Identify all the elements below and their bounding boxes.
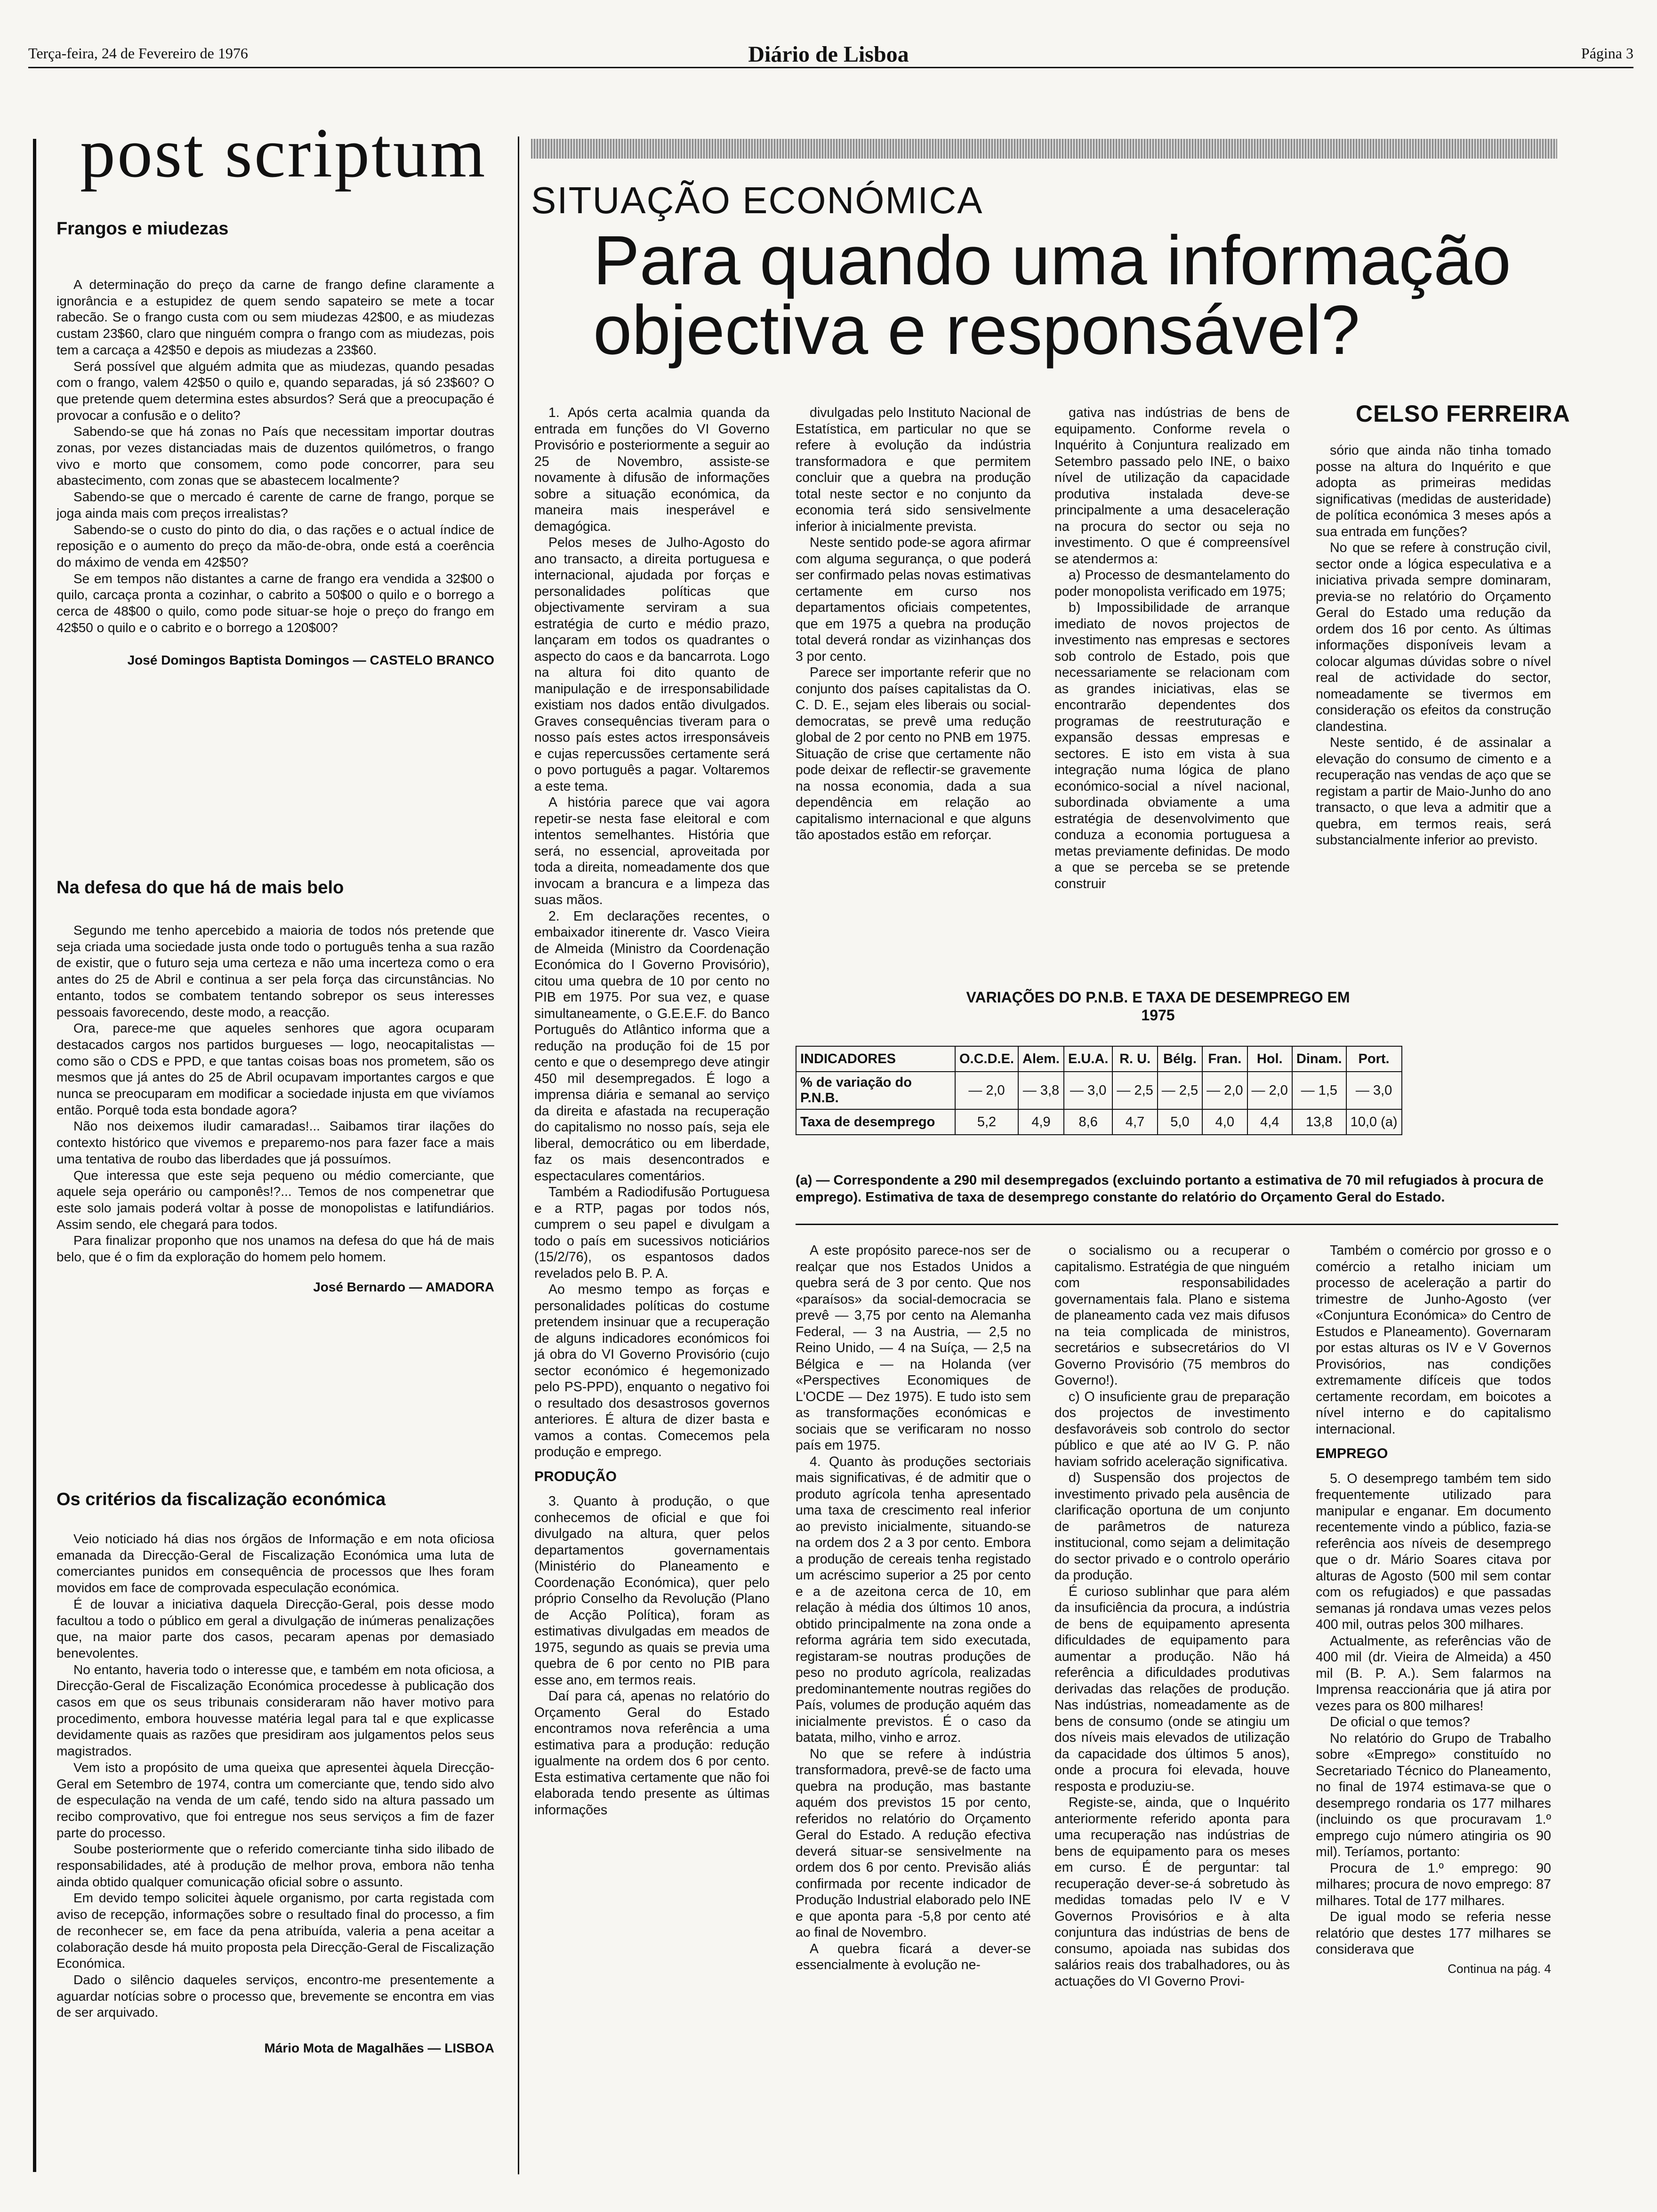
paragraph: É curioso sublinhar que para além da insuficiência da procura, a indústria de bens de equipamento apresenta dificuldades de equipamento para aumentar a produção. Não há referência a dificuldades produtivas derivadas das relações de produção. Nas indústrias, nomeadamente as de bens de consumo (onde se atingiu um dos níveis mais elevados de utilização da capacidade dos últimos 5 anos), onde a procura foi elevada, houve resposta e produziu-se. — [1054, 1584, 1290, 1794]
paragraph: Actualmente, as referências vão de 400 mil (dr. Vieira de Almeida) a 450 mil (B. P. A.). Sem falarmos na Imprensa reaccionária que já atira por vezes para os 800 milhares! — [1316, 1633, 1551, 1714]
paragraph: c) O insuficiente grau de preparação dos projectos de investimento desfavoráveis sob controlo do sector público e que até ao IV G. P. não haviam sofrido aceleração significativa. — [1054, 1389, 1290, 1469]
article-headline: Para quando uma informação objectiva e responsável? — [593, 222, 1511, 369]
table-cell: — 2,5 — [1158, 1072, 1202, 1109]
paragraph: É de louvar a iniciativa daquela Direcção-Geral, pois desse modo facultou a todo o público em geral a divulgação de inúmeras penalizações que, na maior parte dos casos, pecaram apenas por demasiado benevolentes. — [56, 1596, 494, 1660]
paragraph: Neste sentido pode-se agora afirmar com alguma segurança, o que poderá ser confirmado pelas novas estimativas certamente em curso nos departamentos oficiais competentes, que em 1975 a quebra na produção total deverá rondar as vizinhanças dos 3 por cento. — [796, 535, 1031, 664]
paragraph: Ao mesmo tempo as forças e personalidades políticas do costume pretendem insinuar que a recuperação de alguns indicadores económicos foi já obra do VI Governo Provisório (cujo sector económico é hegemonizado pelo PS-PPD), enquanto o negativo foi o resultado dos desastrosos governos anteriores. É altura de dizer basta e vamos a contas. Comecemos pela produção e emprego. — [534, 1282, 770, 1459]
article-banner — [531, 139, 1557, 159]
article-column-3 — [1054, 405, 1290, 892]
paragraph: b) Impossibilidade de arranque imediato de novos projectos de investimento nas empresas e sectores sob controlo de Estado, pois que necessariamente se relacionam com as grandes iniciativas, elas se encontrarão dependentes dos programas de reestruturação e expansão dessas empresas e sectores. E isto em vista à sua integração numa lógica de plano económico-social a nível nacional, subordinada obviamente a uma estratégia de desenvolvimento que conduza a economia portuguesa a metas previamente definidas. De modo a que se perceba se se pretende construir — [1054, 600, 1290, 891]
table-header-cell: Fran. — [1202, 1046, 1247, 1072]
paragraph: A quebra ficará a dever-se essencialmente à evolução ne- — [796, 1941, 1031, 1972]
paragraph: Procura de 1.º emprego: 90 milhares; procura de novo emprego: 87 milhares. Total de 177 milhares. — [1316, 1860, 1551, 1908]
letter-title: Frangos e miudezas — [56, 219, 229, 239]
paragraph: gativa nas indústrias de bens de equipamento. Conforme revela o Inquérito à Conjuntura realizado em Setembro passado pelo INE, o baixo nível de utilização da capacidade produtiva instalada deve-se principalmente a uma desaceleração na procura do sector ou seja no investimento. O que é compreensível se atendermos a: — [1054, 405, 1290, 567]
paragraph: 3. Quanto à produção, o que conhecemos de oficial e que foi divulgado na altura, quer pelos departamentos governamentais (Ministério do Planeamento e Coordenação Económica), quer pelo próprio Conselho da Revolução (Plano de Acção Política), foram as estimativas divulgadas em meados de 1975, segundo as quais se previa uma quebra de 6 por cento no PIB para esse ano, em termos reais. — [534, 1494, 770, 1688]
table-cell: — 2,0 — [955, 1072, 1018, 1109]
letter-body — [56, 277, 494, 636]
paragraph: Se em tempos não distantes a carne de frango era vendida a 32$00 o quilo, carcaça pronta a cozinhar, o cabrito a 50$00 o quilo e o borrego a cerca de 48$00 o quilo, como pode situar-se hoje o preço do frango em 42$50 o quilo e o cabrito e o borrego a 120$00? — [56, 571, 494, 635]
paragraph: Que interessa que este seja pequeno ou médio comerciante, que aquele seja operário ou camponês!?... Temos de nos compenetrar que este solo jamais poderá voltar à posse de monopolistas e latifundiários. Assim sendo, ele chegará para todos. — [56, 1168, 494, 1232]
paragraph: Não nos deixemos iludir camaradas!... Saibamos tirar ilações do contexto histórico que vivemos e preparemo-nos para fazer face a mais uma tentativa de roubo das liberdades que já possuímos. — [56, 1119, 494, 1166]
paragraph: Em devido tempo solicitei àquele organismo, por carta registada com aviso de recepção, informações sobre o resultado final do processo, a fim de reconhecer se, em face da pena atribuída, valeria a pena aceitar a colaboração desde há muito proposta pela Direcção-Geral de Fiscalização Económica. — [56, 1891, 494, 1971]
page-number: Página 3 — [1581, 45, 1633, 62]
paragraph: Dado o silêncio daqueles serviços, encontro-me presentemente a aguardar notícias sobre o processo que, brevemente se encontra em vias de ser arquivado. — [56, 1972, 494, 2020]
subheading-emprego: EMPREGO — [1316, 1446, 1388, 1461]
paragraph: 1. Após certa acalmia quanda da entrada em funções do VI Governo Provisório e posteriormente a seguir ao 25 de Novembro, assiste-se novamente à difusão de informações sobre a situação económica, da maneira mais inesperável e demagógica. — [534, 405, 770, 534]
section-title: post scriptum — [80, 114, 487, 192]
paragraph: Sabendo-se que há zonas no País que necessitam importar doutras zonas, por vezes distanciadas mais de duzentos quilómetros, o frango vivo e morto que consomem, como pode concorrer, para seu abastecimento, com zonas que se abastecem localmente? — [56, 424, 494, 488]
table-footnote: (a) — Correspondente a 290 mil desempregados (excluindo portanto a estimativa de 70 mil refugiados à procura de emprego). Estimativa de taxa de desemprego constante do relatório do Orçamento Geral do Estado. — [796, 1173, 1544, 1205]
paragraph: De igual modo se referia nesse relatório que destes 177 milhares se considerava que — [1316, 1909, 1551, 1957]
letter-author: José Bernardo — AMADORA — [313, 1279, 494, 1294]
table-header-cell: INDICADORES — [796, 1046, 955, 1072]
letter-2 — [56, 878, 494, 1295]
paragraph: No entanto, haveria todo o interesse que, e também em nota oficiosa, a Direcção-Geral de Fiscalização Económica procedesse à publicação dos casos em que os seus tribunais consideraram não haver motivo para procedimento, embora houvesse matéria legal para tal e que explicasse devidamente quais as razões que presidiram aos julgamentos pelos seus magistrados. — [56, 1662, 494, 1759]
table-cell: — 3,0 — [1346, 1072, 1402, 1109]
table-row — [796, 1109, 1402, 1135]
paragraph: Segundo me tenho apercebido a maioria de todos nós pretende que seja criada uma sociedade justa onde todo o português tenha a sua razão de existir, que o futuro seja uma certeza e não uma incerteza como o era antes do 25 de Abril e continua a ser pela força das circunstâncias. No entanto, todos se combatem tentando sobrepor os seus interesses pessoais favorecendo, deste modo, a reacção. — [56, 923, 494, 1019]
article-kicker: SITUAÇÃO ECONÓMICA — [531, 179, 983, 221]
paragraph: d) Suspensão dos projectos de investimento privado pela ausência de clarificação oportuna de um conjunto de parâmetros de natureza institucional, como sejam a delimitação do sector privado e o controlo operário da produção. — [1054, 1470, 1290, 1583]
letter-body — [56, 1531, 494, 2021]
table-cell: 4,9 — [1018, 1109, 1064, 1135]
paragraph: Também a Radiodifusão Portuguesa e a RTP, pagas por todos nós, cumprem o seu papel e divulgam a todo o país em sucessivos noticiários (15/2/76), os espantosos dados revelados pelo B. P. A. — [534, 1185, 770, 1281]
paragraph: A determinação do preço da carne de frango define claramente a ignorância e a estupidez de quem sendo sapateiro se mete a tocar rabecão. Se o frango custa com ou sem miudezas 42$00, e as miudezas custam 23$60, claro que ninguém compra o frango com as miudezas, pois tem a carcaça a 42$50 e depois as miudezas a 23$60. — [56, 277, 494, 357]
table-header-row — [796, 1046, 1402, 1072]
paragraph: sório que ainda não tinha tomado posse na altura do Inquérito e que adopta as primeiras medidas significativas (medidas de austeridade) de política económica 3 meses após a sua entrada em funções? — [1316, 443, 1551, 539]
letter-author: José Domingos Baptista Domingos — CASTELO BRANCO — [127, 653, 494, 668]
table-cell: — 2,0 — [1202, 1072, 1247, 1109]
letter-3 — [56, 1490, 494, 2056]
paragraph: Daí para cá, apenas no relatório do Orçamento Geral do Estado encontramos nova referência a uma estimativa para a produção: redução igualmente na ordem dos 6 por cento. Esta estimativa certamente que não foi elaborada tendo presente as últimas informações — [534, 1689, 770, 1818]
table-cell: 4,7 — [1112, 1109, 1157, 1135]
table-cell: 8,6 — [1064, 1109, 1112, 1135]
article-column-4-lower — [1316, 1242, 1551, 1977]
article-column-3-lower — [1054, 1242, 1290, 1989]
paragraph: Pelos meses de Julho-Agosto do ano transacto, a direita portuguesa e internacional, ajudada por forças e personalidades políticas que objectivamente serviram a sua estratégia de curto e médio prazo, lançaram em todos os quadrantes o aspecto do caos e da bancarrota. Logo na altura foi dito quanto de manipulação e de irresponsabilidade existiam nos dados então divulgados. Graves consequências tiveram para o nosso país estes actos irresponsáveis e cujas repercussões certamente será o povo português a pagar. Voltaremos a este tema. — [534, 535, 770, 794]
row-label: % de variação do P.N.B. — [796, 1072, 955, 1109]
paragraph: No que se refere à indústria transformadora, prevê-se de facto uma quebra na produção, mas bastante aquém dos previstos 15 por cento, referidos no relatório do Orçamento Geral do Estado. A redução efectiva deverá situar-se sensivelmente na ordem dos 6 por cento. Previsão aliás confirmada por recente indicador de Produção Industrial elaborado pelo INE e que aponta para -5,8 por cento até ao final de Novembro. — [796, 1746, 1031, 1940]
table-cell: 10,0 (a) — [1346, 1109, 1402, 1135]
letter-body — [56, 922, 494, 1266]
continued-note: Continua na pág. 4 — [1448, 1961, 1551, 1976]
table-cell: 4,4 — [1247, 1109, 1292, 1135]
left-vertical-rule — [33, 139, 36, 2172]
pnb-table — [796, 1046, 1402, 1135]
article-column-2-lower — [796, 1242, 1031, 1973]
paragraph: o socialismo ou a recuperar o capitalismo. Estratégia de que ninguém com responsabilidades governamentais fala. Plano e sistema de planeamento cada vez mais difusos na teia complicada de ministros, secretários e subsecretários do VI Governo Provisório (75 membros do Governo!). — [1054, 1243, 1290, 1388]
table-cell: 5,0 — [1158, 1109, 1202, 1135]
table-header-cell: Port. — [1346, 1046, 1402, 1072]
table-cell: — 3,8 — [1018, 1072, 1064, 1109]
letter-author: Mário Mota de Magalhães — LISBOA — [264, 2041, 494, 2056]
subheading-producao: PRODUÇÃO — [534, 1468, 617, 1484]
article-byline: CELSO FERREIRA — [1356, 401, 1570, 427]
table-header-cell: Alem. — [1018, 1046, 1064, 1072]
paragraph: Sabendo-se que o mercado é carente de carne de frango, porque se joga ainda mais com preços irrealistas? — [56, 489, 494, 521]
paragraph: Veio noticiado há dias nos órgãos de Informação e em nota oficiosa emanada da Direcção-Geral de Fiscalização Económica uma luta de comerciantes punidos em consequência de processos que lhes foram movidos em face de comprovada especulação económica. — [56, 1531, 494, 1595]
paragraph: Ora, parece-me que aqueles senhores que agora ocuparam destacados cargos nos partidos burgueses — logo, neocapitalistas — como são o CDS e PPD, e que tantas coisas boas nos prometem, são os mesmos que já antes do 25 de Abril ocupavam importantes cargos e que nunca se preocuparam em modificar a sociedade injusta em que vivíamos então. Porquê toda esta bondade agora? — [56, 1021, 494, 1117]
table-header-cell: Hol. — [1247, 1046, 1292, 1072]
paragraph: Será possível que alguém admita que as miudezas, quando pesadas com o frango, valem 42$50 o quilo e, quando separadas, já só 23$60? O que pretende quem determina estes absurdos? Será que a preocupação é provocar a confusão e o delito? — [56, 359, 494, 423]
paragraph: Soube posteriormente que o referido comerciante tinha sido ilibado de responsabilidades, até à produção de melhor prova, embora não tenha ainda obtido qualquer comunicação oficial sobre o assunto. — [56, 1842, 494, 1889]
article-column-1 — [534, 405, 770, 1818]
paragraph: Também o comércio por grosso e o comércio a retalho iniciam um processo de aceleração a partir do trimestre de Junho-Agosto (ver «Conjuntura Económica» do Centro de Estudos e Planeamento). Governaram por estas alturas os IV e V Governos Provisórios, nas condições extremamente difíceis que todos certamente recordam, em boicotes a nível interno e do capitalismo internacional. — [1316, 1243, 1551, 1437]
issue-date: Terça-feira, 24 de Fevereiro de 1976 — [28, 45, 248, 62]
table-title: VARIAÇÕES DO P.N.B. E TAXA DE DESEMPREGO EM 1975 — [966, 989, 1350, 1024]
article-column-4 — [1316, 442, 1551, 849]
paragraph: Vem isto a propósito de uma queixa que apresentei àquela Direcção-Geral em Setembro de 1974, contra um comerciante que, tendo sido alvo de especulação na venda de um café, tendo sido na altura passado um recibo comprovativo, que foi entregue nos seus serviços a fim de fazer parte do processo. — [56, 1760, 494, 1840]
paragraph: No relatório do Grupo de Trabalho sobre «Emprego» constituído no Secretariado Técnico do Planeamento, no final de 1974 estimava-se que o desemprego rondaria os 177 milhares (incluindo os que procuravam 1.º emprego cujo número atingiria os 90 mil). Teríamos, portanto: — [1316, 1731, 1551, 1859]
header-rule — [28, 67, 1633, 68]
paragraph: Para finalizar proponho que nos unamos na defesa do que há de mais belo, que é o fim da exploração do homem pelo homem. — [56, 1233, 494, 1265]
table-header-cell: R. U. — [1112, 1046, 1157, 1072]
paragraph: 4. Quanto às produções sectoriais mais significativas, é de admitir que o produto agrícola tenha apresentado uma taxa de crescimento real inferior ao previsto inicialmente, situando-se na ordem dos 2 a 3 por cento. Embora a produção de cereais tenha registado um acréscimo superior a 25 por cento e a de azeitona cerca de 10, em relação à média dos últimos 10 anos, obtido principalmente na zona onde a reforma agrária tem sido executada, registaram-se noutras produções de peso no produto agrícola, realizadas predominantemente noutras regiões do País, volumes de produção aquém das inicialmente previstos. É o caso da batata, milho, vinho e arroz. — [796, 1454, 1031, 1745]
letter-title: Os critérios da fiscalização económica — [56, 1490, 386, 1509]
article-column-2 — [796, 405, 1031, 843]
paragraph: A este propósito parece-nos ser de realçar que nos Estados Unidos a quebra será de 3 por cento. Que nos «paraísos» da social-democracia se prevê — 3,75 por cento na Alemanha Federal, — 3 na Austria, — 2,5 no Reino Unido, — 4 na Suíça, — 2,5 na Bélgica e — na Holanda (ver «Perspectives Economiques de L'OCDE — Dez 1975). E tudo isto sem as transformações económicas e sociais que se verificaram no nosso país em 1975. — [796, 1243, 1031, 1453]
paragraph: a) Processo de desmantelamento do poder monopolista verificado em 1975; — [1054, 568, 1290, 599]
paragraph: divulgadas pelo Instituto Nacional de Estatística, em particular no que se refere à evolução da indústria transformadora e que permitem concluir que a quebra na produção total neste sector e no conjunto da economia terá sido sensivelmente inferior à inicialmente prevista. — [796, 405, 1031, 534]
table-cell: 13,8 — [1292, 1109, 1346, 1135]
masthead: Diário de Lisboa — [748, 42, 909, 67]
paragraph: 5. O desemprego também tem sido frequentemente utilizado para manipular e enganar. Em documento recentemente vindo a público, fazia-se referência aos níveis de desemprego que o dr. Mário Soares citava por alturas de Agosto (500 mil sem contar com os refugiados) e que passadas semanas já rondava umas vezes pelos 400 mil, outras pelos 300 milhares. — [1316, 1471, 1551, 1632]
table-rule — [796, 1224, 1558, 1225]
paragraph: Registe-se, ainda, que o Inquérito anteriormente referido aponta para uma recuperação nas indústrias de bens de equipamento para os meses em curso. É de perguntar: tal recuperação dever-se-á sobretudo às medidas tomadas pelo IV e V Governos Provisórios e à alta conjuntura das indústrias de bens de consumo, apoiada nas subidas dos salários reais dos trabalhadores, ou às actuações do VI Governo Provi- — [1054, 1795, 1290, 1989]
table-cell: — 2,0 — [1247, 1072, 1292, 1109]
table-header-cell: O.C.D.E. — [955, 1046, 1018, 1072]
table-cell: — 3,0 — [1064, 1072, 1112, 1109]
table-cell: 5,2 — [955, 1109, 1018, 1135]
table-cell: 4,0 — [1202, 1109, 1247, 1135]
paragraph: De oficial o que temos? — [1330, 1715, 1470, 1730]
paragraph: A história parece que vai agora repetir-se nesta fase eleitoral e com intentos semelhantes. História que será, no essencial, aproveitada por toda a direita, nomeadamente dos que invocam a brancura e a limpeza das suas mãos. — [534, 795, 770, 907]
letter-title: Na defesa do que há de mais belo — [56, 878, 344, 898]
table-cell: — 1,5 — [1292, 1072, 1346, 1109]
table-header-cell: Dinam. — [1292, 1046, 1346, 1072]
paragraph: 2. Em declarações recentes, o embaixador itinerente dr. Vasco Vieira de Almeida (Ministro da Coordenação Económica do I Governo Provisório), citou uma quebra de 10 por cento no PIB em 1975. Por sua vez, e quase simultaneamente, o G.E.E.F. do Banco Português do Atlântico informa que a redução na produção foi de 15 por cento e que o desemprego deve atingir 450 mil desempregados. É logo a imprensa diária e semanal ao serviço da direita e afastada na recuperação do capitalismo no nosso país, seja ele liberal, democrático ou em liberdade, faz os mais desencontrados e espectaculares comentários. — [534, 908, 770, 1184]
paragraph: Parece ser importante referir que no conjunto dos países capitalistas da O. C. D. E., sejam eles liberais ou social-democratas, se prevê uma redução global de 2 por cento no PNB em 1975. Situação de crise que certamente não pode deixar de reflectir-se gravemente na nossa economia, dada a sua dependência em relação ao capitalismo internacional e que alguns tão apostados estão em reforçar. — [796, 665, 1031, 842]
letter-1 — [56, 219, 494, 668]
table-cell: — 2,5 — [1112, 1072, 1157, 1109]
paragraph: Sabendo-se o custo do pinto do dia, o das rações e o actual índice de reposição e o aumento do preço da mão-de-obra, onde está a coerência do máximo de venda em 42$50? — [56, 522, 494, 569]
column-divider — [518, 136, 519, 2174]
paragraph: No que se refere à construção civil, sector onde a lógica especulativa e a iniciativa privada sempre dominaram, previa-se no relatório do Orçamento Geral do Estado uma redução da ordem dos 16 por cento. As últimas informações disponíveis levam a colocar algumas dúvidas sobre o nível real de actividade do sector, nomeadamente se tivermos em consideração os efeitos da construção clandestina. — [1316, 540, 1551, 734]
table-header-cell: E.U.A. — [1064, 1046, 1112, 1072]
table-header-cell: Bélg. — [1158, 1046, 1202, 1072]
paragraph: Neste sentido, é de assinalar a elevação do consumo de cimento e a recuperação nas vendas de aço que se registam a partir de Maio-Junho do ano transacto, o que leva a admitir que a quebra, em termos reais, será substancialmente inferior ao previsto. — [1316, 735, 1551, 848]
row-label: Taxa de desemprego — [796, 1109, 955, 1135]
table-row — [796, 1072, 1402, 1109]
